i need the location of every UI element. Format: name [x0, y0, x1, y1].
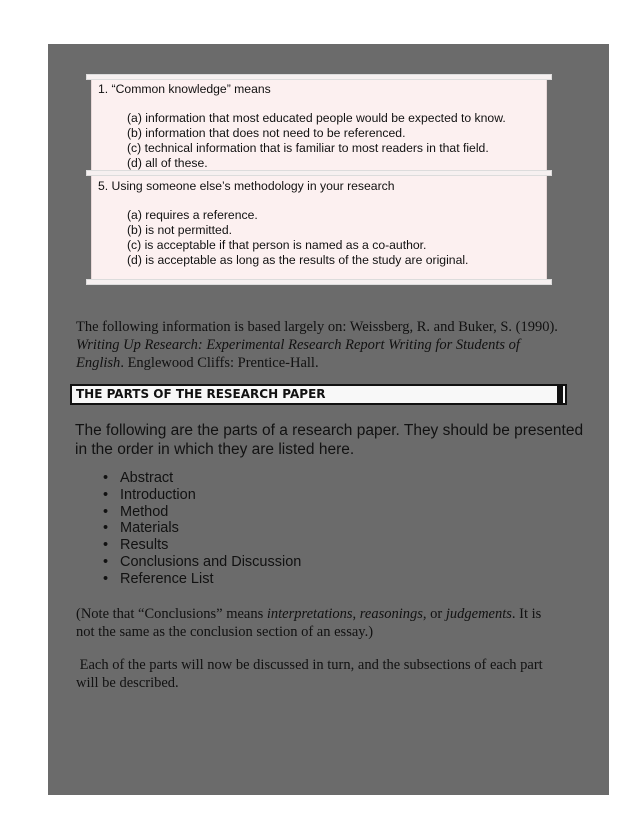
- source-citation: [76, 318, 596, 372]
- quiz-question-box: [91, 172, 547, 283]
- list-item: [103, 571, 301, 588]
- intro-line: The following are the parts of a research paper. They should be presented: [75, 422, 584, 439]
- answer-option: (b) information that does not need to be referenced.: [127, 126, 406, 140]
- answer-option: (a) information that most educated people would be expected to know.: [127, 111, 506, 125]
- citation-title: English: [76, 355, 121, 371]
- box-bottom-edge: [86, 279, 552, 285]
- section-heading-box: [70, 384, 567, 405]
- list-item: [103, 504, 301, 521]
- closing-line: Each of the parts will now be discussed in turn, and the subsections of each part: [76, 657, 543, 673]
- list-item-label: Introduction: [120, 486, 196, 503]
- citation-line: The following information is based largely on: Weissberg, R. and Buker, S. (1990).: [76, 319, 558, 335]
- closing-paragraph: [76, 656, 543, 692]
- list-item-label: Materials: [120, 520, 179, 537]
- intro-paragraph: [75, 421, 583, 459]
- list-item: [103, 470, 301, 487]
- list-item: [103, 520, 301, 537]
- note-paragraph: [76, 605, 541, 641]
- bullet-icon: •: [103, 537, 109, 554]
- answer-option: (c) technical information that is familiar to most readers in that field.: [127, 141, 489, 155]
- list-item-label: Conclusions and Discussion: [120, 553, 302, 570]
- bullet-icon: •: [103, 470, 109, 486]
- section-heading: THE PARTS OF THE RESEARCH PAPER: [76, 387, 326, 401]
- bullet-icon: •: [103, 486, 109, 503]
- list-item-label: Reference List: [120, 570, 214, 587]
- question-text: 1. “Common knowledge” means: [98, 82, 271, 96]
- note-emphasis: interpretations: [266, 606, 353, 622]
- answer-options: [127, 208, 468, 268]
- note-text: (Note that “Conclusions” means: [76, 606, 267, 622]
- note-text: . It is: [511, 606, 542, 622]
- intro-line: in the order in which they are listed here.: [75, 441, 355, 458]
- parts-list: [103, 470, 301, 588]
- note-line: [76, 605, 541, 623]
- box-top-edge: [86, 170, 552, 176]
- note-text: , or: [422, 606, 446, 622]
- box-top-edge: [86, 74, 552, 80]
- answer-option: (b) is not permitted.: [127, 223, 232, 237]
- list-item-label: Method: [120, 503, 169, 520]
- bullet-icon: •: [103, 520, 109, 537]
- list-item: [103, 537, 301, 554]
- citation-line: [76, 354, 596, 372]
- closing-line: will be described.: [76, 675, 179, 691]
- note-emphasis: reasonings: [359, 606, 423, 622]
- bullet-icon: •: [103, 503, 109, 520]
- answer-options: [127, 111, 506, 171]
- citation-title: Writing Up Research: Experimental Research Report Writing for Students of: [76, 337, 520, 353]
- list-item: [103, 554, 301, 571]
- citation-publisher: . Englewood Cliffs: Prentice-Hall.: [120, 355, 319, 371]
- note-text: ,: [352, 606, 360, 622]
- answer-option: (a) requires a reference.: [127, 208, 258, 222]
- answer-option: (d) all of these.: [127, 156, 208, 170]
- bullet-icon: •: [103, 553, 109, 570]
- bullet-icon: •: [103, 570, 109, 587]
- list-item-label: Abstract: [120, 470, 174, 486]
- quiz-question-box: [91, 76, 547, 172]
- list-item: [103, 487, 301, 504]
- list-item-label: Results: [120, 537, 169, 554]
- note-line: not the same as the conclusion section of an essay.): [76, 624, 374, 640]
- answer-option: (d) is acceptable as long as the results of the study are original.: [127, 253, 469, 267]
- question-text: 5. Using someone else’s methodology in your research: [98, 179, 395, 193]
- note-emphasis: judgements: [445, 606, 512, 622]
- answer-option: (c) is acceptable if that person is named as a co-author.: [127, 238, 427, 252]
- document-page: [48, 44, 609, 795]
